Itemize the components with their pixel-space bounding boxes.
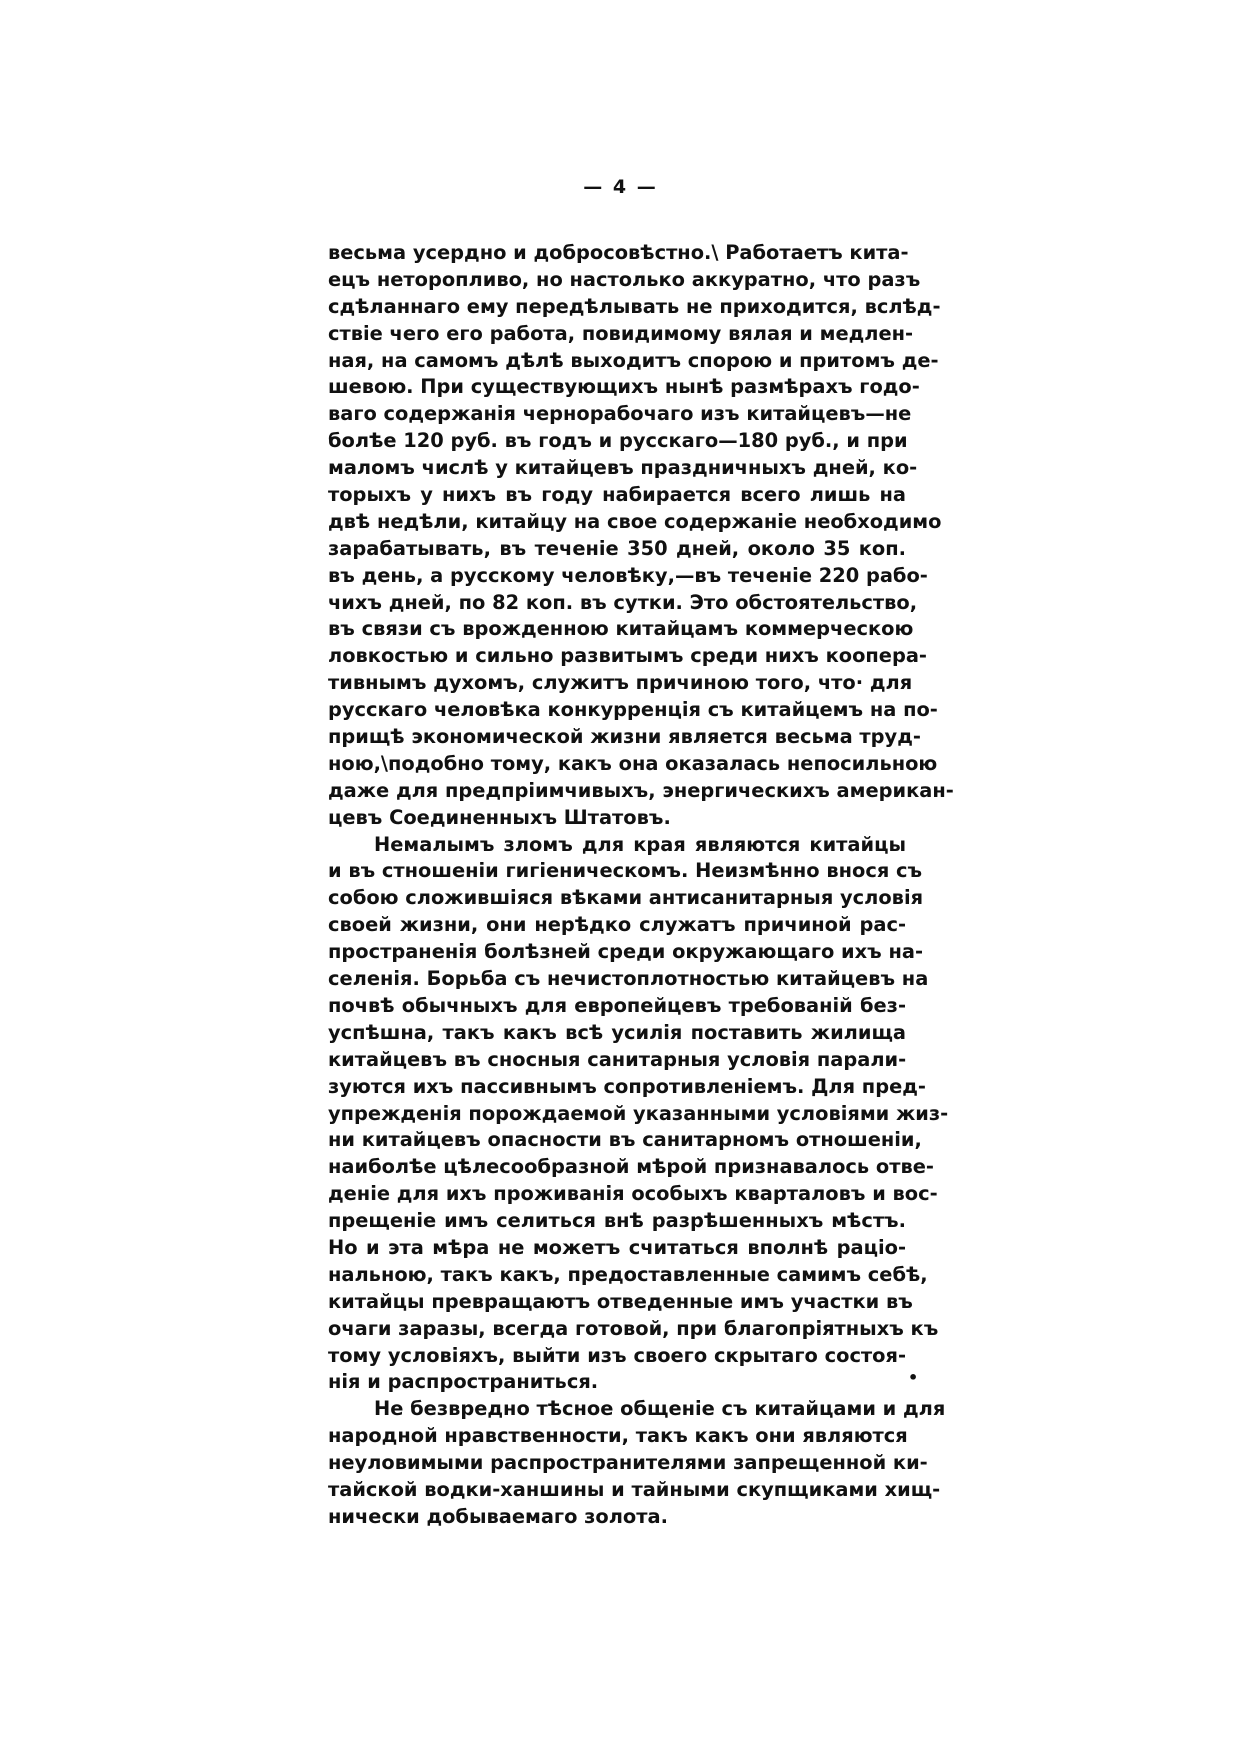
text-line: ная, на самомъ дѣлѣ выходитъ спорою и притомъ де-: [328, 348, 939, 372]
text-line: ловкостью и сильно развитымъ среди нихъ коопера-: [328, 644, 927, 668]
text-line: нически добываемаго золота.: [328, 1504, 668, 1528]
stray-dot-mark: •: [908, 1368, 919, 1387]
text-line: цевъ Соединенныхъ Штатовъ.: [328, 805, 671, 829]
text-line: народной нравственности, такъ какъ они являются: [328, 1424, 908, 1448]
paragraph-3: [328, 1396, 946, 1530]
text-line: двѣ недѣли, китайцу на свое содержаніе необходимо: [328, 509, 942, 533]
body-text: [328, 240, 954, 1531]
text-line: деніе для ихъ проживанія особыхъ кварталовъ и вос-: [328, 1182, 938, 1206]
text-line: прищѣ экономической жизни является весьма труд-: [328, 725, 921, 749]
paragraph-1: [328, 240, 954, 832]
text-line: чихъ дней, по 82 коп. въ сутки. Это обстоятельство,: [328, 590, 918, 614]
text-line: въ связи съ врожденною китайцамъ коммерческою: [328, 617, 914, 641]
text-line: Не безвредно тѣсное общеніе съ китайцами и для: [374, 1397, 946, 1421]
text-line: зарабатывать, въ теченіе 350 дней, около 35 коп.: [328, 536, 906, 560]
text-line: ваго содержанія чернорабочаго изъ китайцевъ—не: [328, 402, 912, 426]
text-line: тивнымъ духомъ, служитъ причиною того, что· для: [328, 671, 913, 695]
text-line: собою сложившіяся вѣками антисанитарныя условія: [328, 886, 924, 910]
text-line: китайцы превращаютъ отведенные имъ участки въ: [328, 1289, 913, 1313]
text-line: сдѣланнаго ему передѣлывать не приходится, вслѣд-: [328, 294, 941, 318]
text-line: въ день, а русскому человѣку,—въ теченіе 220 рабо-: [328, 563, 928, 587]
text-line: даже для предпріимчивыхъ, энергическихъ американ-: [328, 778, 954, 802]
text-line: нальною, такъ какъ, предоставленные самимъ себѣ,: [328, 1262, 928, 1286]
text-line: ною,\подобно тому, какъ она оказалась непосильною: [328, 751, 938, 775]
text-line: китайцевъ въ сносныя санитарныя условія парали-: [328, 1047, 907, 1071]
page-number: — 4 —: [583, 176, 658, 198]
text-line: почвѣ обычныхъ для европейцевъ требованій без-: [328, 993, 906, 1017]
text-line: нія и распространиться.: [328, 1370, 599, 1394]
text-line: болѣе 120 руб. въ годъ и русскаго—180 руб., и при: [328, 429, 908, 453]
text-line: селенія. Борьба съ нечистоплотностью китайцевъ на: [328, 967, 929, 991]
text-line: маломъ числѣ у китайцевъ праздничныхъ дней, ко-: [328, 456, 918, 480]
text-line: тайской водки-ханшины и тайными скупщиками хищ-: [328, 1477, 941, 1501]
text-line: и въ стношеніи гигіеническомъ. Неизмѣнно внося съ: [328, 859, 923, 883]
text-line: весьма усердно и добросовѣстно.\ Работаетъ кита-: [328, 241, 909, 264]
text-line: пространенія болѣзней среди окружающаго ихъ на-: [328, 940, 924, 964]
text-line: очаги заразы, всегда готовой, при благопріятныхъ къ: [328, 1316, 939, 1340]
text-line: тому условіяхъ, выйти изъ своего скрытаго состоя-: [328, 1343, 906, 1367]
text-line: ствіе чего его работа, повидимому вялая и медлен-: [328, 321, 914, 345]
text-line: успѣшна, такъ какъ всѣ усилія поставить жилища: [328, 1020, 906, 1044]
text-line: русскаго человѣка конкурренція съ китайцемъ на по-: [328, 698, 938, 722]
text-line: Немалымъ зломъ для края являются китайцы: [374, 832, 906, 856]
text-line: наиболѣе цѣлесообразной мѣрой признавалось отве-: [328, 1155, 934, 1179]
text-line: упрежденія порождаемой указанными условіями жиз-: [328, 1101, 949, 1125]
text-line: ецъ неторопливо, но настолько аккуратно, что разъ: [328, 267, 921, 291]
paragraph-2: [328, 832, 949, 1397]
text-line: шевою. При существующихъ нынѣ размѣрахъ годо-: [328, 375, 920, 399]
text-line: прещеніе имъ селиться внѣ разрѣшенныхъ мѣстъ.: [328, 1209, 906, 1233]
text-line: неуловимыми распространителями запрещенной ки-: [328, 1451, 928, 1475]
text-line: Но и эта мѣра не можетъ считаться вполнѣ раціо-: [328, 1235, 906, 1259]
text-line: зуются ихъ пассивнымъ сопротивленіемъ. Для пред-: [328, 1074, 926, 1098]
text-line: торыхъ у нихъ въ году набирается всего лишь на: [328, 483, 906, 507]
text-line: своей жизни, они нерѣдко служатъ причиной рас-: [328, 913, 906, 937]
text-line: ни китайцевъ опасности въ санитарномъ отношеніи,: [328, 1128, 922, 1152]
